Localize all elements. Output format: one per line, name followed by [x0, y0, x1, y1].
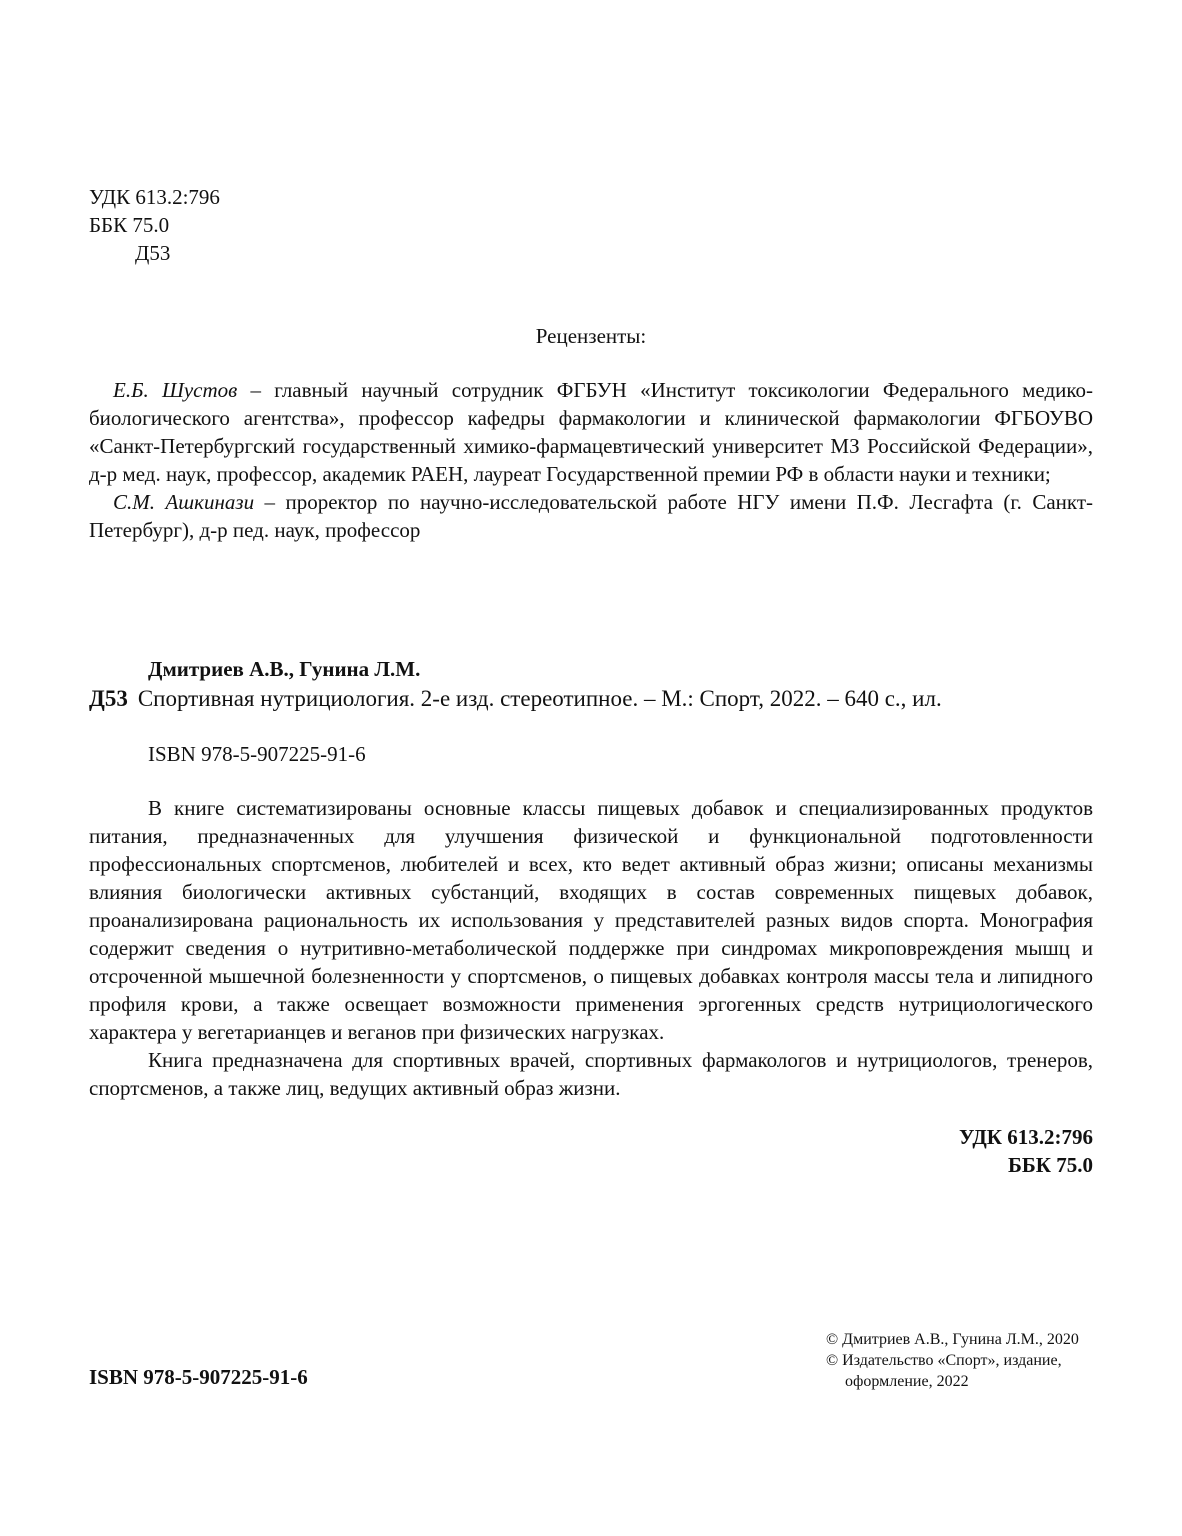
classification-block [89, 183, 220, 267]
book-authors: Дмитриев А.В., Гунина Л.М. [148, 657, 421, 681]
bbk-code: ББК 75.0 [89, 213, 170, 237]
author-mark: Д53 [135, 241, 171, 265]
reviewers-heading: Рецензенты: [535, 324, 647, 348]
reviewer-name: С.М. Ашкинази [113, 490, 255, 514]
bibliographic-line [89, 684, 1093, 714]
reviewer-description: – проректор по научно-исследовательской работе НГУ имени П.Ф. Лесгафта (г. Санкт-Петербург), д-р пед. наук, профессор [89, 490, 1093, 542]
footer-isbn: ISBN 978-5-907225-91-6 [89, 1365, 308, 1389]
catalog-code: Д53 [89, 686, 128, 711]
copyright-block [826, 1329, 1106, 1392]
reviewer-name: Е.Б. Шустов [113, 378, 238, 402]
reviewer-entry [89, 488, 1093, 544]
copyright-authors: © Дмитриев А.В., Гунина Л.М., 2020 [826, 1331, 1079, 1348]
reviewer-description: – главный научный сотрудник ФГБУН «Институт токсикологии Федерального медико-биологического агентства», профессор кафедры фармакологии и клинической фармакологии ФГБОУВО «Санкт-Петербургский государственный химико-фармацевтический университет МЗ Российской Федерации», д-р мед. наук, профессор, академик РАЕН, лауреат Государственной премии РФ в области науки и техники; [89, 378, 1093, 486]
footer-udk: УДК 613.2:796 [959, 1125, 1093, 1149]
udk-code: УДК 613.2:796 [89, 185, 220, 209]
annotation-paragraph: В книге систематизированы основные классы пищевых добавок и специализированных продуктов питания, предназначенных для улучшения физической и функциональной подготовленности профессиональных спортсменов, любителей и всех, кто ведет активный образ жизни; описаны механизмы влияния биологически активных субстанций, входящих в состав современных пищевых добавок, проанализирована рациональность их использования у представителей разных видов спорта. Монография содержит сведения о нутритивно-метаболической поддержке при синдромах микроповреждения мышц и отсроченной мышечной болезненности у спортсменов, о пищевых добавках контроля массы тела и липидного профиля крови, а также освещает возможности применения эргогенных средств нутрициологического характера у вегетарианцев и веганов при физических нагрузках. [89, 796, 1093, 1044]
isbn-line: ISBN 978-5-907225-91-6 [148, 742, 366, 766]
copyright-publisher: © Издательство «Спорт», издание, [826, 1352, 1062, 1369]
annotation-paragraph: Книга предназначена для спортивных врачей, спортивных фармакологов и нутрициологов, тренеров, спортсменов, а также лиц, ведущих активный образ жизни. [89, 1048, 1093, 1100]
footer-classification [89, 1123, 1093, 1179]
footer-bbk: ББК 75.0 [1008, 1153, 1093, 1177]
reviewer-entry [89, 376, 1093, 488]
copyright-publisher-cont: оформление, 2022 [845, 1373, 969, 1390]
annotation [89, 794, 1093, 1102]
book-description: Спортивная нутрициология. 2-е изд. стереотипное. – М.: Спорт, 2022. – 640 с., ил. [137, 686, 942, 711]
reviewers-list [89, 376, 1093, 544]
